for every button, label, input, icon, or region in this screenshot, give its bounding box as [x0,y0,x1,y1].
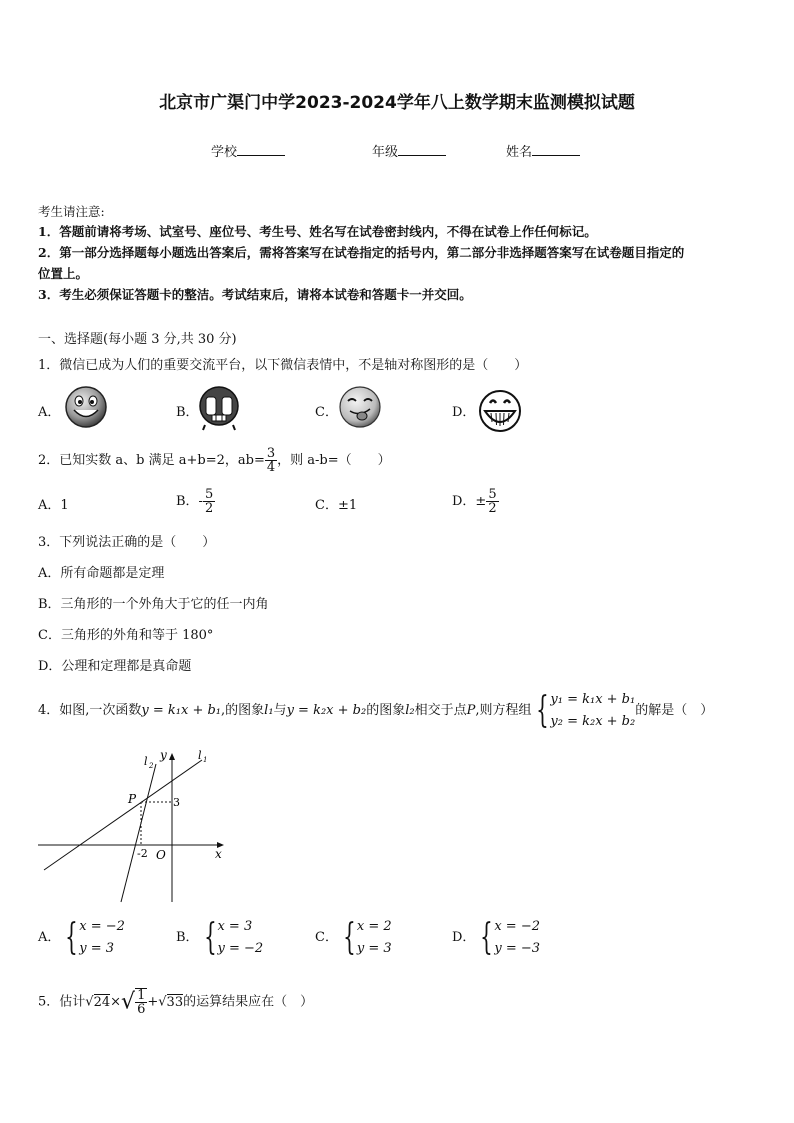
q4-stem-c: 与 [273,703,287,718]
q4-eq1: y = k₁x + b₁ [141,703,222,718]
label-3: 3 [173,796,180,809]
q4-system [550,689,635,733]
q5-radical-frac: √ $\frac{1}{6}$ [121,988,146,1017]
q5-radical-1: √24 [85,994,111,1010]
q4-option-b[interactable] [176,915,263,961]
notice-heading: 考生请注意: [38,204,105,219]
q4-graph [34,742,234,907]
q1-stem: 1．微信已成为人们的重要交流平台，以下微信表情中，不是轴对称图形的是（ ） [38,358,528,373]
q4-optd-system [494,916,540,960]
tongue-face-icon [338,385,382,429]
q4-optb-letter: B． [176,930,199,945]
q4-l2: l₂ [405,703,415,718]
smiley-face-icon [64,385,108,429]
q4-optd-brace: { [480,916,494,958]
q4-opta-line1: x = −2 [79,918,125,934]
q4-sys-line2: y₂ = k₂x + b₂ [550,713,636,729]
q4-optc-brace: { [343,916,356,958]
label-x: x [215,847,222,861]
label-neg2: -2 [137,847,148,860]
q4-optb-brace: { [203,916,217,958]
q4-opta-system [79,916,125,960]
label-l1: l [198,749,202,762]
q2-optd-fraction [486,488,498,515]
q2-option-c[interactable]: C．±1 [315,498,358,513]
grade-field [372,141,446,160]
q4-option-d[interactable] [452,915,540,961]
q4-optd-line1: x = −2 [494,918,540,934]
notice-item-3: 3．考生必须保证答题卡的整洁。考试结束后，请将本试卷和答题卡一并交回。 [38,287,472,302]
q4-optb-line1: x = 3 [217,918,253,934]
q2-optd-den: 2 [488,501,497,516]
q2-optb-prefix: B．- [176,494,203,509]
grade-label: 年级 [372,145,399,160]
q3-option-d[interactable]: D．公理和定理都是真命题 [38,659,192,674]
q5-rad1-value: 24 [93,994,111,1010]
section-heading: 一、选择题(每小题 3 分,共 30 分) [38,332,237,347]
q4-sys-line1: y₁ = k₁x + b₁ [550,691,636,707]
q2-optb-num: 5 [204,487,214,502]
q4-stem-a: 4．如图,一次函数 [38,703,142,718]
q2-optb-den: 2 [204,501,214,516]
q3-option-a[interactable]: A．所有命题都是定理 [38,566,165,581]
q4-stem-e: 相交于点 [414,703,467,718]
q4-eq2: y = k₂x + b₂ [286,703,367,718]
q4-stem-f: ,则方程组 [475,703,532,718]
crying-face-icon [197,385,241,431]
q2-optd-prefix: D．± [452,494,487,509]
school-blank[interactable] [237,144,285,156]
q4-optc-line1: x = 2 [356,918,392,934]
q4-opta-letter: A． [38,930,61,945]
school-field [211,141,285,160]
notice-item-2-cont: 位置上。 [38,266,89,281]
q3-stem: 3．下列说法正确的是（ ） [38,535,216,550]
q4-stem [38,688,713,734]
label-l2-sub: 2 [149,762,154,770]
grinning-face-icon [477,389,523,433]
q4-option-a[interactable] [38,915,125,961]
q2-frac-den: 4 [266,460,276,475]
q4-optc-system [357,916,392,960]
q2-frac-num: 3 [266,446,276,461]
q4-stem-b: ,的图象 [221,703,265,718]
q2-option-a[interactable]: A．1 [38,498,69,513]
q5-times: × [110,994,122,1010]
line-l2 [121,764,156,902]
q4-stem-g: 的解是（ ） [635,703,714,718]
y-axis-arrow [169,753,175,760]
q4-brace: { [536,689,550,731]
name-label: 姓名 [506,145,533,160]
q4-l1: l₁ [264,703,274,718]
q1-option-d[interactable]: D． [452,405,476,420]
q4-opta-line2: y = 3 [79,940,115,956]
q5-radical-2: √33 [158,994,184,1010]
q5-stem-a: 5．估计 [38,994,86,1010]
name-blank[interactable] [532,144,580,156]
page-title: 北京市广渠门中学2023-2024学年八上数学期末监测模拟试题 [159,93,635,113]
grade-blank[interactable] [398,144,446,156]
q5-frac-den: 6 [137,1002,146,1017]
label-o: O [156,848,166,862]
q5-stem-b: 的运算结果应在（ ） [183,994,314,1010]
q3-option-c[interactable]: C．三角形的外角和等于 180° [38,628,214,643]
q2-option-b[interactable] [176,482,215,522]
q4-optb-system [217,916,263,960]
q4-optd-letter: D． [452,930,476,945]
name-field [506,141,580,160]
q3-option-b[interactable]: B．三角形的一个外角大于它的任一内角 [38,597,269,612]
label-l1-sub: 1 [203,756,208,764]
q2-fraction [265,447,277,474]
q4-optb-line2: y = −2 [217,940,264,956]
label-p: P [128,792,137,806]
q4-p: P [466,703,476,718]
line-l1 [44,760,202,870]
q4-optc-line2: y = 3 [356,940,392,956]
notice-item-2: 2．第一部分选择题每小题选出答案后，需将答案写在试卷指定的括号内，第二部分非选择题答案写在试卷题目指定的 [38,245,685,260]
q5-fraction [135,988,147,1016]
label-l2: l [144,755,148,768]
q2-optd-num: 5 [488,487,497,502]
q4-opta-brace: { [65,916,79,958]
q5-rad2-value: 33 [166,994,184,1010]
school-label: 学校 [211,145,238,160]
q5-frac-num: 1 [137,988,146,1003]
q1-option-b[interactable]: B． [176,405,199,420]
notice-item-1: 1．答题前请将考场、试室号、座位号、考生号、姓名写在试卷密封线内，不得在试卷上作任何标记。 [38,224,597,239]
q5-plus: + [147,994,159,1010]
q1-option-c[interactable]: C． [315,405,338,420]
q4-stem-d: 的图象 [366,703,406,718]
q1-option-a[interactable]: A． [38,405,61,420]
q2-stem-b: ，则 a-b=（ ） [277,453,391,468]
q4-optd-line2: y = −3 [494,940,541,956]
q5-stem [38,980,313,1024]
q4-optc-letter: C． [315,930,338,945]
label-y: y [160,748,167,762]
q2-optb-fraction [203,488,215,515]
q2-option-d[interactable] [452,482,499,522]
q2-stem [38,441,391,481]
q4-option-c[interactable] [315,915,392,961]
q2-stem-a: 2．已知实数 a、b 满足 a+b=2，ab= [38,453,265,468]
